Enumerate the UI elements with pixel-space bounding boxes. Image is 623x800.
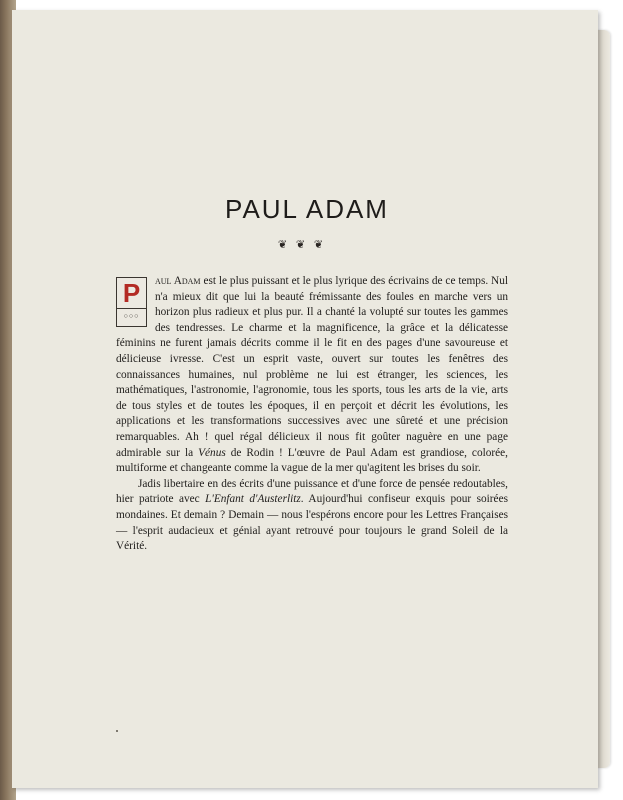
drop-cap-dots: ○○○ bbox=[117, 308, 146, 323]
drop-cap bbox=[116, 277, 147, 327]
drop-cap-letter: P bbox=[122, 278, 141, 308]
paragraph-2 bbox=[116, 477, 508, 555]
fleuron-ornament: ❦ ❦ ❦ bbox=[277, 239, 327, 251]
paper-speck bbox=[116, 730, 118, 732]
paragraph-1-text-b: de Rodin ! L'œuvre de Paul Adam est grandiose, colorée, multiforme et changeante comme la vague de la mer qu'agitent les brises du soir. bbox=[116, 446, 508, 475]
paragraph-2-text-a: Jadis libertaire en des écrits d'une puissance et d'une force de pensée redoutables, hier patriote avec bbox=[116, 477, 508, 506]
italic-enfant-austerlitz: L'Enfant d'Austerlitz bbox=[205, 493, 301, 506]
book-page bbox=[12, 10, 598, 788]
paragraph-2-text-b: . Aujourd'hui confiseur exquis pour soirées mondaines. Et demain ? Demain — nous l'espérons encore pour les Lettres Françaises — l'esprit audacieux et génial ayant retrouvé pour toujours le grand Soleil de la Vérité. bbox=[116, 493, 508, 553]
italic-venus: Vénus bbox=[198, 446, 226, 459]
paragraph-1 bbox=[116, 274, 508, 477]
body-text bbox=[116, 274, 508, 555]
lead-smallcaps: aul Adam bbox=[155, 275, 201, 287]
paragraph-1-text-a: est le plus puissant et le plus lyrique des écrivains de ce temps. Nul n'a mieux dit que lui la beauté frémissante des foules en marche vers un horizon plus radieux et plus pur. Il a chanté la volupté sur toutes les gammes des tendresses. Le charme et la magnificence, la grâce et la délicatesse féminins ne furent jamais décrits comme il le fit en des pages d'une savoureuse et délicieuse ivresse. C'est un esprit vaste, ouvert sur toutes les fenêtres des connaissances humaines, nul problème ne lui est étranger, les sciences, les mathématiques, l'astronomie, l'agronomie, tous les sports, tous les arts de la vie, arts de tous styles et de toutes les époques, il en perçoit et décrit les évolutions, les applications et les transformations successives avec une sûreté et une précision remarquables. Ah ! quel régal délicieux il nous fit goûter naguère en une page admirable sur la bbox=[116, 275, 508, 459]
page-title: PAUL ADAM bbox=[225, 194, 389, 224]
